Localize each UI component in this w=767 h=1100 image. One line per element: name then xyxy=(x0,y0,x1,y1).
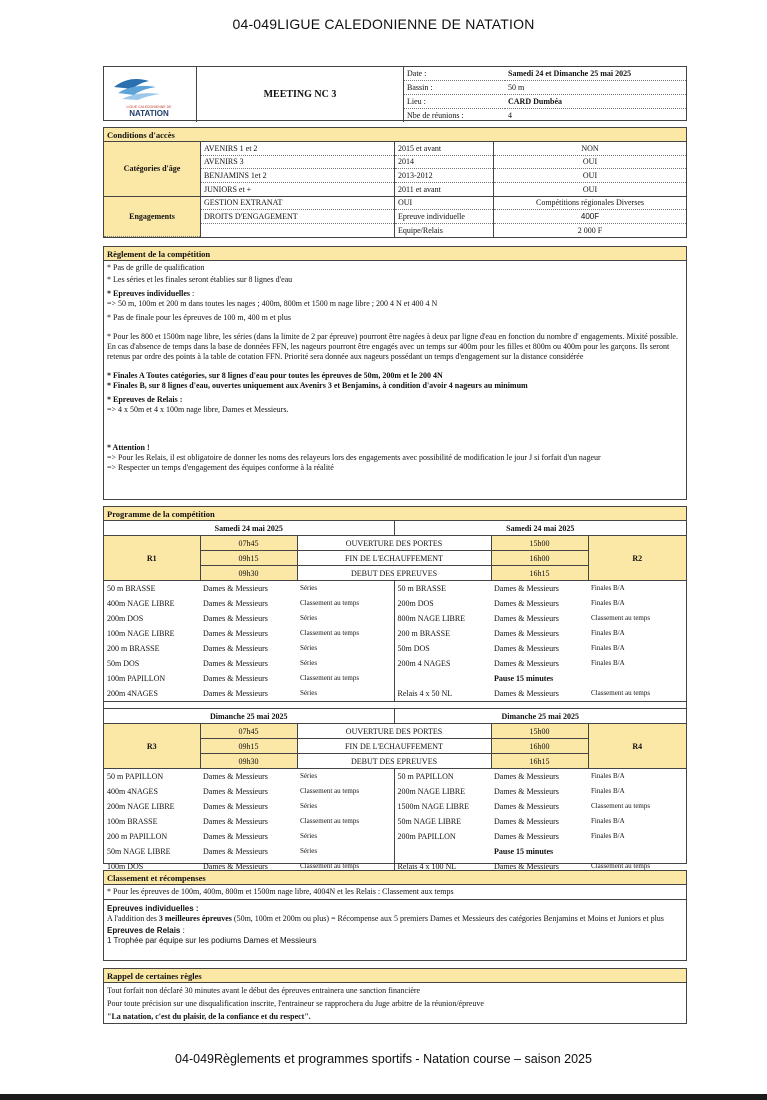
event-left: 400m 4NAGES xyxy=(107,787,158,796)
category-name: AVENIRS 1 et 2 xyxy=(201,142,395,155)
category-left: Dames & Messieurs xyxy=(203,644,268,653)
event-right: Relais 4 x 50 NL xyxy=(394,686,491,701)
r2-label: R2 xyxy=(588,536,686,581)
event-right: Relais 4 x 100 NL xyxy=(394,859,491,874)
event-left: 50m DOS xyxy=(107,659,140,668)
bassin-label: Bassin : xyxy=(404,80,506,94)
event-right xyxy=(394,671,491,686)
category-ok: OUI xyxy=(494,182,687,196)
logo-small-text: LIGUE CALEDONIENNE DE xyxy=(126,105,172,109)
category-ok: NON xyxy=(494,142,687,155)
event-left: 200m 4NAGES xyxy=(107,689,158,698)
programme-row xyxy=(104,596,686,611)
bottom-bar xyxy=(0,1094,767,1100)
mode-right: Classement au temps xyxy=(591,862,651,870)
day1-right: Samedi 24 mai 2025 xyxy=(394,521,686,536)
programme-row xyxy=(104,686,686,701)
phase-label: FIN DE L'ECHAUFFEMENT xyxy=(297,551,491,566)
category-years: 2015 et avant xyxy=(395,142,494,155)
programme-row xyxy=(104,799,686,814)
mode-right: Finales B/A xyxy=(591,817,625,825)
mode-right: Classement au temps xyxy=(591,802,651,810)
category-right: Dames & Messieurs xyxy=(494,832,559,841)
reglement-line: * Pas de finale pour les épreuves de 100 m, 400 m et plus xyxy=(107,313,291,322)
classement-box xyxy=(103,870,687,961)
conditions-box xyxy=(103,127,687,238)
event-right: 200 m BRASSE xyxy=(394,626,491,641)
classement-line: Epreuves de Relais : xyxy=(107,926,185,935)
mode-right: Classement au temps xyxy=(591,689,651,697)
event-left: 50 m BRASSE xyxy=(107,584,156,593)
rappel-title: Rappel de certaines règles xyxy=(104,969,686,983)
time-left: 07h45 xyxy=(200,724,297,739)
page-header: 04-049LIGUE CALEDONIENNE DE NATATION xyxy=(232,16,535,32)
event-left: 50 m PAPILLON xyxy=(107,772,164,781)
category-years: 2011 et avant xyxy=(395,182,494,196)
programme-row xyxy=(104,611,686,626)
logo-text: NATATION xyxy=(129,109,169,118)
time-right: 16h15 xyxy=(491,566,588,581)
category-left: Dames & Messieurs xyxy=(203,614,268,623)
classement-title: Classement et récompenses xyxy=(104,871,686,885)
classement-line: 1 Trophée par équipe sur les podiums Dames et Messieurs xyxy=(107,936,317,945)
event-right: 1500m NAGE LIBRE xyxy=(394,799,491,814)
category-name: BENJAMINS 1et 2 xyxy=(201,169,395,183)
category-left: Dames & Messieurs xyxy=(203,862,268,871)
category-left: Dames & Messieurs xyxy=(203,847,268,856)
mode-left: Classement au temps xyxy=(300,817,360,825)
mode-right xyxy=(588,671,686,686)
category-right: Dames & Messieurs xyxy=(494,772,559,781)
category-right: Pause 15 minutes xyxy=(494,674,554,683)
category-left: Dames & Messieurs xyxy=(203,772,268,781)
category-name: JUNIORS et + xyxy=(201,182,395,196)
engagement-a: Epreuve individuelle xyxy=(395,210,494,224)
category-left: Dames & Messieurs xyxy=(203,832,268,841)
reglement-box xyxy=(103,246,687,500)
date-value: Samedi 24 et Dimanche 25 mai 2025 xyxy=(505,67,686,80)
category-right: Pause 15 minutes xyxy=(494,847,554,856)
classement-line: Epreuves individuelles : xyxy=(107,904,199,913)
phase-label: OUVERTURE DES PORTES xyxy=(297,724,491,739)
category-left: Dames & Messieurs xyxy=(203,689,268,698)
category-right: Dames & Messieurs xyxy=(494,659,559,668)
day2-left: Dimanche 25 mai 2025 xyxy=(104,709,394,724)
programme-title: Programme de la compétition xyxy=(104,507,686,521)
mode-right xyxy=(588,844,686,859)
event-right: 50m DOS xyxy=(394,641,491,656)
mode-right: Finales B/A xyxy=(591,584,625,592)
programme-row xyxy=(104,581,686,597)
time-left: 09h15 xyxy=(200,551,297,566)
swimmer-logo-icon xyxy=(104,67,194,119)
programme-row xyxy=(104,814,686,829)
engagement-name xyxy=(201,223,395,236)
event-left: 100m PAPILLON xyxy=(107,674,166,683)
programme-row xyxy=(104,829,686,844)
mode-right: Finales B/A xyxy=(591,629,625,637)
category-left: Dames & Messieurs xyxy=(203,817,268,826)
time-left: 09h30 xyxy=(200,566,297,581)
time-right: 16h15 xyxy=(491,754,588,769)
meeting-box xyxy=(103,66,687,121)
category-right: Dames & Messieurs xyxy=(494,644,559,653)
event-left: 100m NAGE LIBRE xyxy=(107,629,175,638)
mode-right: Classement au temps xyxy=(591,614,651,622)
event-right: 200m DOS xyxy=(394,596,491,611)
day1-left: Samedi 24 mai 2025 xyxy=(104,521,394,536)
category-right: Dames & Messieurs xyxy=(494,614,559,623)
reglement-line: * Finales B, sur 8 lignes d'eau, ouvertes uniquement aux Avenirs 3 et Benjamins, à condition d'avoir 4 nageurs au minimum xyxy=(107,381,528,390)
categories-label: Catégories d'âge xyxy=(104,142,201,196)
bassin-value: 50 m xyxy=(505,80,686,94)
mode-left: Séries xyxy=(300,689,318,697)
reglement-line: * Pour les 800 et 1500m nage libre, les séries (dans la limite de 2 par épreuve) pourront être nagées à deux par ligne d'eau en fonction du nombre d' engagements. Mixité possible. En cas d'absence de temps dans la base de données FFN, les nageurs pourront être engagés avec un temps sur 400m pour les filles et 800m ou 400m pour les garçons. Ils seront retenus par ordre des points à la table de cotation FFN. Priorité sera donnée aux nageurs possédant un temps d'engagement sur la distance considérée xyxy=(107,332,678,361)
programme-row xyxy=(104,769,686,785)
mode-left: Séries xyxy=(300,802,318,810)
event-right: 200m PAPILLON xyxy=(394,829,491,844)
r1-label: R1 xyxy=(104,536,200,581)
lieu-value: CARD Dumbéa xyxy=(505,94,686,108)
reglement-line: => 4 x 50m et 4 x 100m nage libre, Dames et Messieurs. xyxy=(107,405,289,414)
mode-left: Classement au temps xyxy=(300,787,360,795)
mode-left: Séries xyxy=(300,832,318,840)
event-left: 400m NAGE LIBRE xyxy=(107,599,175,608)
mode-left: Séries xyxy=(300,772,318,780)
event-left: 200 m BRASSE xyxy=(107,644,160,653)
reglement-line: => Respecter un temps d'engagement des équipes conforme à la réalité xyxy=(107,463,334,472)
time-right: 16h00 xyxy=(491,551,588,566)
reglement-line: * Attention ! xyxy=(107,443,150,452)
event-left: 50m NAGE LIBRE xyxy=(107,847,171,856)
time-left: 09h15 xyxy=(200,739,297,754)
category-left: Dames & Messieurs xyxy=(203,584,268,593)
category-left: Dames & Messieurs xyxy=(203,629,268,638)
rappel-line: Pour toute précision sur une disqualification inscrite, l'entraineur se rapprochera du Juge arbitre de la réunion/épreuve xyxy=(107,999,484,1008)
event-left: 200m NAGE LIBRE xyxy=(107,802,175,811)
classement-line: * Pour les épreuves de 100m, 400m, 800m et 1500m nage libre, 4004N et les Relais : Classement aux temps xyxy=(104,885,686,900)
phase-label: OUVERTURE DES PORTES xyxy=(297,536,491,551)
event-right: 50m NAGE LIBRE xyxy=(394,814,491,829)
category-right: Dames & Messieurs xyxy=(494,629,559,638)
mode-right: Finales B/A xyxy=(591,787,625,795)
mode-right: Finales B/A xyxy=(591,832,625,840)
mode-left: Classement au temps xyxy=(300,862,360,870)
category-years: 2013-2012 xyxy=(395,169,494,183)
mode-right: Finales B/A xyxy=(591,599,625,607)
category-ok: OUI xyxy=(494,169,687,183)
category-right: Dames & Messieurs xyxy=(494,689,559,698)
time-right: 15h00 xyxy=(491,536,588,551)
event-left: 200 m PAPILLON xyxy=(107,832,168,841)
mode-right: Finales B/A xyxy=(591,772,625,780)
classement-line: A l'addition des 3 meilleures épreuves (50m, 100m et 200m ou plus) = Récompense aux 5 premiers Dames et Messieurs des catégories Benjamins et Moins et Juniors et plus xyxy=(107,914,664,923)
mode-left: Classement au temps xyxy=(300,674,360,682)
mode-left: Classement au temps xyxy=(300,599,360,607)
category-ok: OUI xyxy=(494,155,687,169)
category-years: 2014 xyxy=(395,155,494,169)
reglement-line: * Finales A Toutes catégories, sur 8 lignes d'eau pour toutes les épreuves de 50m, 200m et le 200 4N xyxy=(107,371,443,380)
phase-label: DEBUT DES EPREUVES xyxy=(297,566,491,581)
engagement-name: GESTION EXTRANAT xyxy=(201,196,395,210)
engagements-label: Engagements xyxy=(104,196,201,236)
classement-text xyxy=(104,885,686,946)
r4-label: R4 xyxy=(588,724,686,769)
reglement-line: * Les séries et les finales seront établies sur 8 lignes d'eau xyxy=(107,275,293,284)
rappel-line: Tout forfait non déclaré 30 minutes avant le début des épreuves entrainera une sanction financière xyxy=(107,986,421,995)
reglement-title: Règlement de la compétition xyxy=(104,247,686,261)
category-left: Dames & Messieurs xyxy=(203,674,268,683)
mode-left: Séries xyxy=(300,644,318,652)
time-left: 09h30 xyxy=(200,754,297,769)
event-right xyxy=(394,844,491,859)
reunions-value: 4 xyxy=(508,111,512,120)
programme-row xyxy=(104,671,686,686)
mode-left: Classement au temps xyxy=(300,629,360,637)
engagement-b: 2 000 F xyxy=(577,225,603,235)
event-right: 50 m BRASSE xyxy=(394,581,491,597)
engagement-a: OUI xyxy=(395,196,494,210)
programme-row xyxy=(104,784,686,799)
reglement-line: => Pour les Relais, il est obligatoire de donner les noms des relayeurs lors des engagements avec possibilité de modification le jour J si forfait d'un nageur xyxy=(107,453,601,462)
reglement-line: * Pas de grille de qualification xyxy=(107,263,205,272)
category-left: Dames & Messieurs xyxy=(203,787,268,796)
programme-row xyxy=(104,641,686,656)
phase-label: FIN DE L'ECHAUFFEMENT xyxy=(297,739,491,754)
reunions-label: Nbe de réunions : xyxy=(407,111,464,120)
engagement-b: Compétitions régionales Diverses xyxy=(494,196,687,210)
meeting-title: MEETING NC 3 xyxy=(197,67,404,122)
programme-box xyxy=(103,506,687,871)
rappel-box xyxy=(103,968,687,1024)
rappel-text xyxy=(104,983,686,1027)
lieu-label: Lieu : xyxy=(404,94,506,108)
category-left: Dames & Messieurs xyxy=(203,659,268,668)
reglement-line: * Epreuves de Relais : xyxy=(107,395,183,404)
programme-row xyxy=(104,844,686,859)
category-right: Dames & Messieurs xyxy=(494,584,559,593)
time-right: 16h00 xyxy=(491,739,588,754)
page-footer: 04-049Règlements et programmes sportifs - Natation course – saison 2025 xyxy=(175,1052,592,1066)
mode-left: Séries xyxy=(300,847,318,855)
reglement-line: => 50 m, 100m et 200 m dans toutes les nages ; 400m, 800m et 1500 m nage libre ; 200 4 N et 400 4 N xyxy=(107,299,438,308)
event-right: 200m NAGE LIBRE xyxy=(394,784,491,799)
rappel-line: "La natation, c'est du plaisir, de la confiance et du respect". xyxy=(107,1012,311,1021)
conditions-title: Conditions d'accès xyxy=(104,128,686,142)
category-left: Dames & Messieurs xyxy=(203,599,268,608)
reglement-text xyxy=(104,261,686,475)
event-left: 100m BRASSE xyxy=(107,817,158,826)
r3-label: R3 xyxy=(104,724,200,769)
event-right: 200m 4 NAGES xyxy=(394,656,491,671)
event-right: 50 m PAPILLON xyxy=(394,769,491,785)
category-right: Dames & Messieurs xyxy=(494,862,559,871)
mode-right: Finales B/A xyxy=(591,659,625,667)
category-left: Dames & Messieurs xyxy=(203,802,268,811)
engagement-a: Equipe/Relais xyxy=(395,223,494,236)
phase-label: DEBUT DES EPREUVES xyxy=(297,754,491,769)
category-right: Dames & Messieurs xyxy=(494,802,559,811)
engagement-name: DROITS D'ENGAGEMENT xyxy=(201,210,395,224)
event-left: 100m DOS xyxy=(107,862,144,871)
event-right: 800m NAGE LIBRE xyxy=(394,611,491,626)
mode-left: Séries xyxy=(300,614,318,622)
mode-left: Séries xyxy=(300,584,318,592)
time-right: 15h00 xyxy=(491,724,588,739)
event-left: 200m DOS xyxy=(107,614,144,623)
programme-row xyxy=(104,656,686,671)
day2-right: Dimanche 25 mai 2025 xyxy=(394,709,686,724)
reglement-line: * Epreuves individuelles : xyxy=(107,289,195,298)
category-right: Dames & Messieurs xyxy=(494,599,559,608)
mode-right: Finales B/A xyxy=(591,644,625,652)
category-right: Dames & Messieurs xyxy=(494,787,559,796)
logo-cell xyxy=(104,67,197,122)
engagement-b: 400F xyxy=(494,210,687,224)
category-name: AVENIRS 3 xyxy=(201,155,395,169)
mode-left: Séries xyxy=(300,659,318,667)
time-left: 07h45 xyxy=(200,536,297,551)
programme-row xyxy=(104,626,686,641)
category-right: Dames & Messieurs xyxy=(494,817,559,826)
date-label: Date : xyxy=(404,67,506,80)
